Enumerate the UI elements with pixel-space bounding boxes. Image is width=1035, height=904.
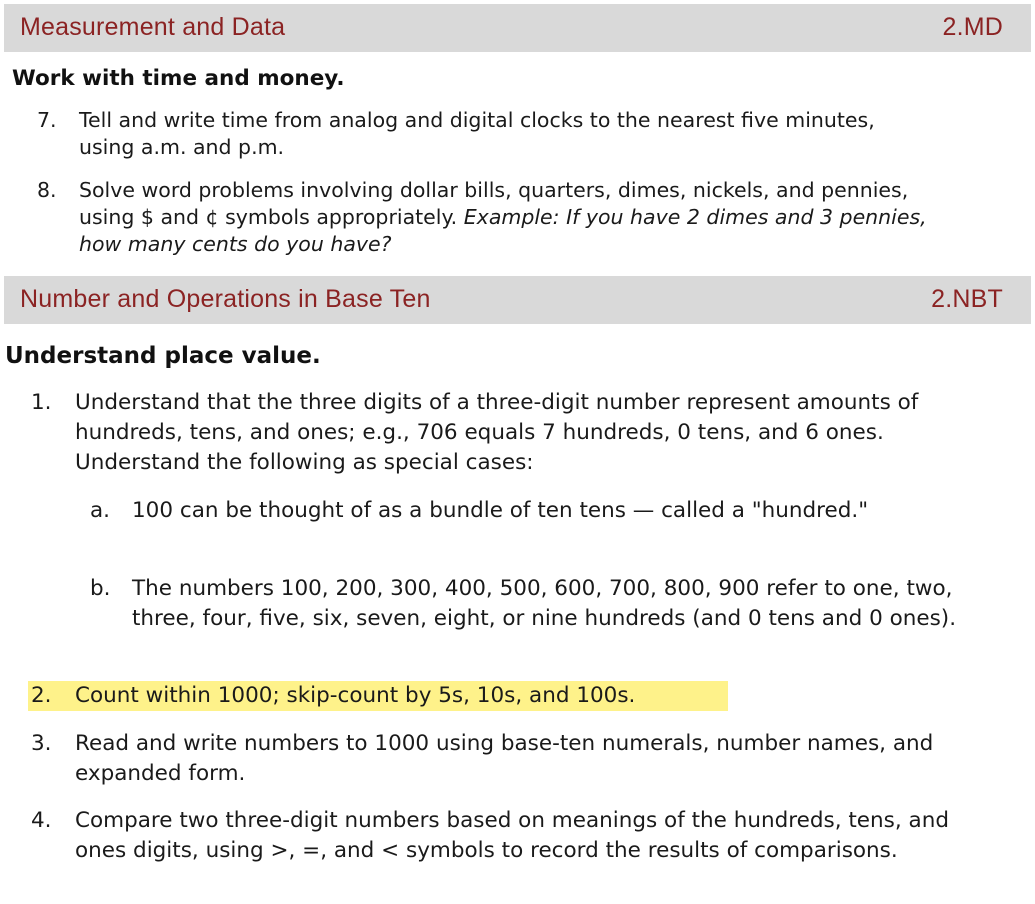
sub-item-letter: b. [90,576,111,601]
section-title: Measurement and Data [20,13,286,41]
item-example: Example: If you have 2 dimes and 3 pennies, how many cents do you have? [79,205,927,256]
item-text: Compare two three-digit numbers based on meanings of the hundreds, tens, and ones digits, using >, =, and < symbols to record the results of comparisons. [75,808,949,863]
item-number: 2. [31,683,52,708]
item-text: Count within 1000; skip-count by 5s, 10s, and 100s. [75,683,636,708]
item-text: Read and write numbers to 1000 using base-ten numerals, number names, and expanded form. [75,731,934,786]
section-code: 2.MD [942,13,1003,41]
item-text-wrap [79,177,929,258]
item-number: 1. [31,390,52,415]
item-text: Understand that the three digits of a three-digit number represent amounts of hundreds, tens, and ones; e.g., 706 equals 7 hundreds, 0 tens, and 6 ones. Understand the following as special cases: [75,390,919,475]
section-code: 2.NBT [931,285,1003,313]
item-number: 3. [31,731,52,756]
section-header-nbt [4,276,1031,324]
sub-item-text: 100 can be thought of as a bundle of ten tens — called a "hundred." [132,498,869,523]
item-number: 8. [37,178,57,202]
item-text: Tell and write time from analog and digital clocks to the nearest five minutes, using a.m. and p.m. [79,108,875,159]
section-title: Number and Operations in Base Ten [20,285,431,313]
item-text: Solve word problems involving dollar bills, quarters, dimes, nickels, and pennies, using $ and ¢ symbols appropriately. [79,178,909,229]
sub-item-letter: a. [90,498,111,523]
cluster-heading: Understand place value. [5,343,321,369]
item-number: 7. [37,108,57,132]
item-number: 4. [31,808,52,833]
cluster-heading: Work with time and money. [12,66,345,91]
section-header-md [4,4,1031,52]
sub-item-text: The numbers 100, 200, 300, 400, 500, 600, 700, 800, 900 refer to one, two, three, four, five, six, seven, eight, or nine hundreds (and 0 tens and 0 ones). [132,576,957,631]
